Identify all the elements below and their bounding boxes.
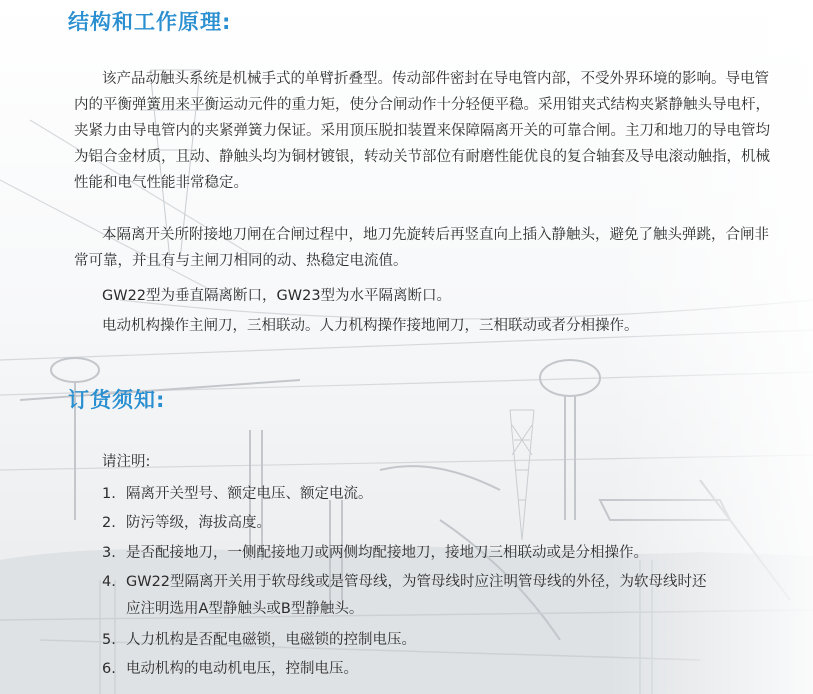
order-item-5 xyxy=(102,627,416,653)
order-item-number: 5. xyxy=(102,632,116,648)
order-item-text: 是否配接地刀，一侧配接地刀或两侧均配接地刀，接地刀三相联动或是分相操作。 xyxy=(126,545,648,561)
order-item-number: 3. xyxy=(102,545,116,561)
order-item-text: 电动机构的电动机电压，控制电压。 xyxy=(126,661,358,677)
structure-paragraph-4: 电动机构操作主闸刀，三相联动。人力机构操作接地闸刀，三相联动或者分相操作。 xyxy=(102,318,639,334)
structure-paragraph-2-text: 本隔离开关所附接地刀闸在合闸过程中，地刀先旋转后再竖直向上插入静触头，避免了触头弹跳，合闸非常可靠，并且有与主闸刀相同的动、热稳定电流值。 xyxy=(74,227,769,269)
order-item-text: 隔离开关型号、额定电压、额定电流。 xyxy=(126,486,373,502)
order-item-4 xyxy=(102,569,707,595)
order-item-1 xyxy=(102,481,373,507)
order-item-text: 人力机构是否配电磁锁，电磁锁的控制电压。 xyxy=(126,632,416,648)
section-title-structure: 结构和工作原理: xyxy=(68,10,232,34)
order-item-number: 2. xyxy=(102,515,116,531)
order-item-3 xyxy=(102,540,648,566)
structure-paragraph-3: GW22型为垂直隔离断口，GW23型为水平隔离断口。 xyxy=(102,288,452,304)
structure-paragraph-1-text: 该产品动触头系统是机械手式的单臂折叠型。传动部件密封在导电管内部，不受外界环境的影响。导电管内的平衡弹簧用来平衡运动元件的重力矩，使分合闸动作十分轻便平稳。采用钳夹式结构夹紧静触头导电杆，夹紧力由导电管内的夹紧弹簧力保证。采用顶压脱扣装置来保障隔离开关的可靠合闸。主刀和地刀的导电管均为铝合金材质，且动、静触头均为铜材镀银，转动关节部位有耐磨性能优良的复合轴套及导电滚动触指，机械性能和电气性能非常稳定。 xyxy=(74,71,770,191)
order-item-number: 1. xyxy=(102,486,116,502)
order-item-text: 防污等级，海拔高度。 xyxy=(126,515,271,531)
order-item-6 xyxy=(102,656,358,682)
order-item-number: 4. xyxy=(102,574,116,590)
note-label: 请注明: xyxy=(102,454,151,470)
order-item-2 xyxy=(102,510,271,536)
order-item-number: 6. xyxy=(102,661,116,677)
structure-paragraph-1 xyxy=(74,66,774,196)
order-item-text: GW22型隔离开关用于软母线或是管母线，为管母线时应注明管母线的外径，为软母线时还 xyxy=(126,574,707,590)
order-item-4-continuation: 应注明选用A型静触头或B型静触头。 xyxy=(126,601,364,617)
structure-paragraph-2 xyxy=(74,222,774,274)
section-title-ordering: 订货须知: xyxy=(68,388,166,412)
